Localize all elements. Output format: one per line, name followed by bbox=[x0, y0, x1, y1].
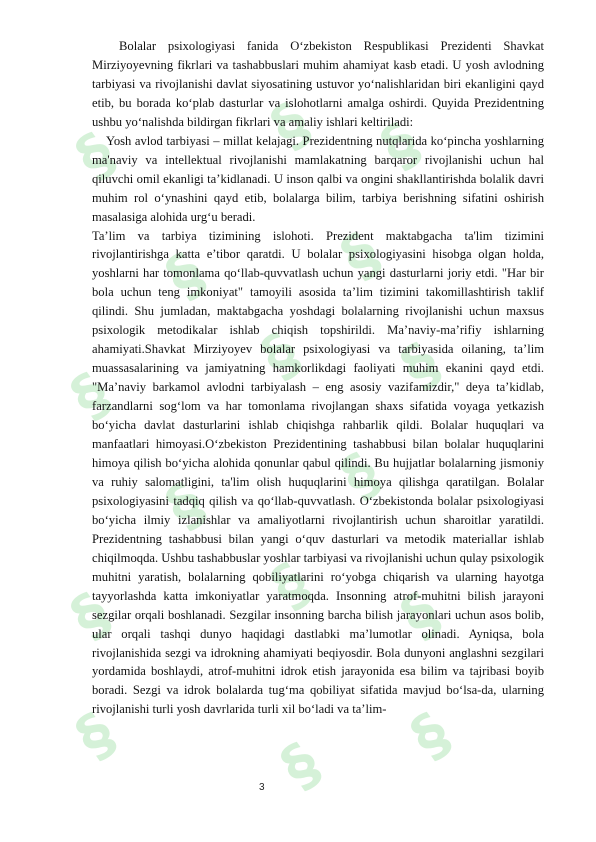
document-body bbox=[92, 37, 544, 719]
watermark-glyph: § bbox=[259, 89, 322, 162]
watermark-glyph: § bbox=[154, 469, 217, 542]
watermark-glyph: § bbox=[369, 109, 432, 182]
watermark-glyph: § bbox=[59, 579, 122, 652]
watermark-glyph: § bbox=[389, 329, 452, 402]
paragraph-education-reform: Ta’lim va tarbiya tizimining islohoti. Prezident maktabgacha ta'lim tizimini rivojlantirishga katta e’tibor qaratdi. U bolalar psixologiyasini hisobga olgan holda, yoshlarni har tomonlama qo‘llab-quvvatlash uchun yangi dasturlarni joriy etdi. "Har bir bola uchun teng imkoniyat" tamoyili asosida ta’lim tizimini takomillashtirish taklif qilindi. Shu jumladan, maktabgacha yoshdagi bolalarning rivojlanishi uchun maxsus psixologik metodikalar ishlab chiqish topshirildi. Ma’naviy-ma’rifiy ishlarning ahamiyati.Shavkat Mirziyoyev bolalar psixologiyasi va tarbiyasida oilaning, ta’lim muassasalarining va jamiyatning hamkorlikdagi faoliyati muhim ekanini qayd etdi. "Ma’naviy barkamol avlodni tarbiyalash – eng asosiy vazifamizdir," deya ta’kidlab, farzandlarni sog‘lom va har tomonlama rivojlangan shaxs sifatida voyaga yetkazish bo‘yicha davlat dasturlarini ishlab chiqishga rahbarlik qildi. Bolalar huquqlari va manfaatlari himoyasi.O‘zbekiston Prezidentining tashabbusi bilan bolalar huquqlarini himoya qilish bo‘yicha alohida qonunlar qabul qilindi. Bu hujjatlar bolalarning jismoniy va ruhiy salomatligini, ta'lim olish huquqlarini himoya qilishga qaratilgan. Bolalar psixologiyasini tadqiq qilish va qo‘llab-quvvatlash. O‘zbekistonda bolalar psixologiyasi bo‘yicha ilmiy izlanishlar va amaliyotlarni rivojlantirish uchun sharoitlar yaratildi. Prezidentning tashabbusi bilan yangi o‘quv dasturlari va metodik materiallar ishlab chiqilmoqda. Ushbu tashabbuslar yoshlar tarbiyasi va rivojlanishi uchun qulay psixologik muhitni yaratish, bolalarning qobiliyatlarini ro‘yobga chiqarish va ularning hayotga tayyorlashda katta imkoniyatlar yaratmoqda. Insonning atrof-muhitni bilish jarayoni sezgilar orqali boshlanadi. Sezgilar insonning barcha bilish jarayonlari uchun asos bolib, ular orqali tashqi dunyo haqidagi dastlabki ma’lumotlar olinadi. Ayniqsa, bola rivojlanishida sezgi va idrokning ahamiyati beqiyosdir. Bola dunyoni anglashni sezgilari yordamida boshlaydi, atrof-muhitni idrok etish jarayonida esa bilim va tajribasi boyib boradi. Sezgi va idrok bolalarda tug‘ma qobiliyat sifatida mavjud bo‘lsa-da, ularning rivojlanishi turli yosh davrlarida turli xil bo‘ladi va ta’lim- bbox=[92, 228, 544, 717]
watermark-glyph: § bbox=[154, 239, 217, 312]
watermark-glyph: § bbox=[389, 579, 452, 652]
watermark-glyph: § bbox=[59, 359, 122, 432]
watermark-glyph: § bbox=[64, 119, 127, 192]
watermark-glyph: § bbox=[64, 699, 127, 772]
paragraph-youth-upbringing: Yosh avlod tarbiyasi – millat kelajagi. Prezidentning nutqlarida ko‘pincha yoshlarning ma'naviy va intellektual rivojlanishi mamlakatning barqaror rivojlanishi uchun hal qiluvchi omil ekanligi ta’kidlanadi. U inson qalbi va ongini shakllantirishda bolalik davri muhim rol o‘ynashini qayd etib, bolalarga bilim, tarbiya berishning sifatini oshirish masalasiga alohida urg‘u beradi. bbox=[92, 133, 544, 224]
watermark-glyph: § bbox=[399, 699, 462, 772]
watermark-glyph: § bbox=[249, 319, 312, 392]
paragraph-intro: Bolalar psixologiyasi fanida O‘zbekiston Respublikasi Prezidenti Shavkat Mirziyoyevning fikrlari va tashabbuslari muhim ahamiyat kasb etadi. U yosh avlodning tarbiyasi va rivojlanishi davlat siyosatining ustuvor yo‘nalishlaridan biri ekanligini qayd etib, bu borada ko‘plab dasturlar va islohotlarni amalga oshirdi. Quyida Prezidentning ushbu yo‘nalishda bildirgan fikrlari va amaliy ishlari keltiriladi: bbox=[92, 39, 544, 129]
watermark-glyph: § bbox=[329, 439, 392, 512]
page-number: 3 bbox=[259, 782, 265, 793]
watermark-glyph: § bbox=[329, 219, 392, 292]
watermark-glyph: § bbox=[269, 729, 332, 802]
watermark-glyph: § bbox=[259, 549, 322, 622]
